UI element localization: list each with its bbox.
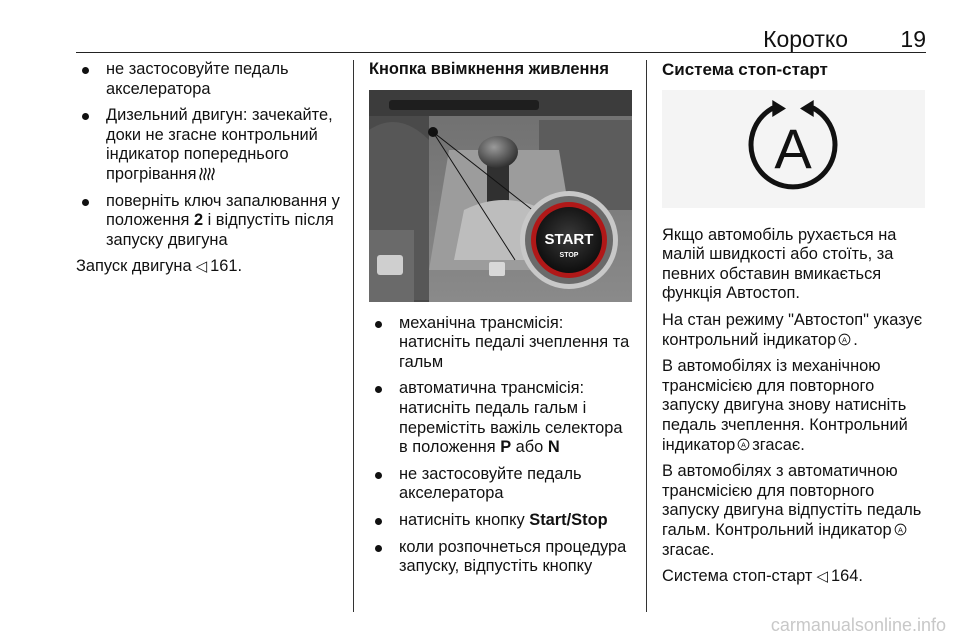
page-header xyxy=(76,22,926,53)
column-divider-2 xyxy=(646,60,647,612)
cross-reference[interactable]: Система стоп-старт ◁ 164. xyxy=(662,567,863,586)
list-item: автоматична трансмісія: натисніть педаль гальм і перемістіть важіль селектора в положення P або N xyxy=(369,379,634,457)
paragraph: В автомобілях із механічною трансмісією для повторного запуску двигуна знову натисніть педаль зчеплення. Контрольний індикатор A згасає. xyxy=(662,357,908,454)
button-label-stop: STOP xyxy=(559,251,579,259)
bullet-list xyxy=(76,60,342,250)
list-item: Дизельний двигун: зачекайте, доки не згасне контрольний індикатор попереднього прогрівання xyxy=(76,106,342,184)
icon-letter: A xyxy=(774,116,812,180)
list-item: натисніть кнопку Start/Stop xyxy=(369,511,634,531)
autostop-indicator-icon xyxy=(662,90,925,208)
autostop-small-icon xyxy=(838,333,851,346)
section-title: Коротко xyxy=(763,26,848,52)
svg-text:A: A xyxy=(897,525,903,535)
bullet-list xyxy=(369,314,634,577)
column-1 xyxy=(76,60,342,284)
svg-text:A: A xyxy=(741,439,747,449)
list-item: не застосовуйте педаль акселератора xyxy=(369,465,634,504)
paragraph: В автомобілях з автоматичною трансмісією для повторного запуску двигуна відпустіть педаль гальм. Контрольний індикатор A згасає. xyxy=(662,462,922,559)
paragraph: Якщо автомобіль рухається на малій швидкості або стоїть, за певних обставин вмикається функція Автостоп. xyxy=(662,225,897,303)
reference-arrow-icon: ◁ xyxy=(816,568,828,586)
start-stop-button-photo xyxy=(369,90,632,302)
watermark: carmanualsonline.info xyxy=(770,615,946,635)
button-label-start: START xyxy=(544,230,594,248)
reference-arrow-icon: ◁ xyxy=(195,258,208,276)
list-item: не застосовуйте педаль акселератора xyxy=(76,60,342,99)
list-item: коли розпочнеться процедура запуску, відпустіть кнопку xyxy=(369,538,634,577)
list-item: механічна трансмісія: натисніть педалі зчеплення та гальм xyxy=(369,314,634,373)
glow-plug-icon xyxy=(199,166,217,181)
column-2 xyxy=(369,60,634,584)
cross-reference[interactable]: Запуск двигуна ◁ 161. xyxy=(76,257,243,276)
paragraph: На стан режиму "Автостоп" указує контрольний індикатор A . xyxy=(662,310,923,349)
autostop-small-icon xyxy=(737,438,750,451)
svg-text:A: A xyxy=(842,334,848,344)
section-heading: Система стоп-старт xyxy=(662,60,828,79)
section-heading: Кнопка ввімкнення живлення xyxy=(369,60,609,78)
column-3 xyxy=(662,60,928,594)
autostop-small-icon xyxy=(894,523,907,536)
list-item: поверніть ключ запалювання у положення 2 і відпустіть після запуску двигуна xyxy=(76,192,342,251)
column-divider-1 xyxy=(353,60,354,612)
page-number: 19 xyxy=(900,26,926,52)
